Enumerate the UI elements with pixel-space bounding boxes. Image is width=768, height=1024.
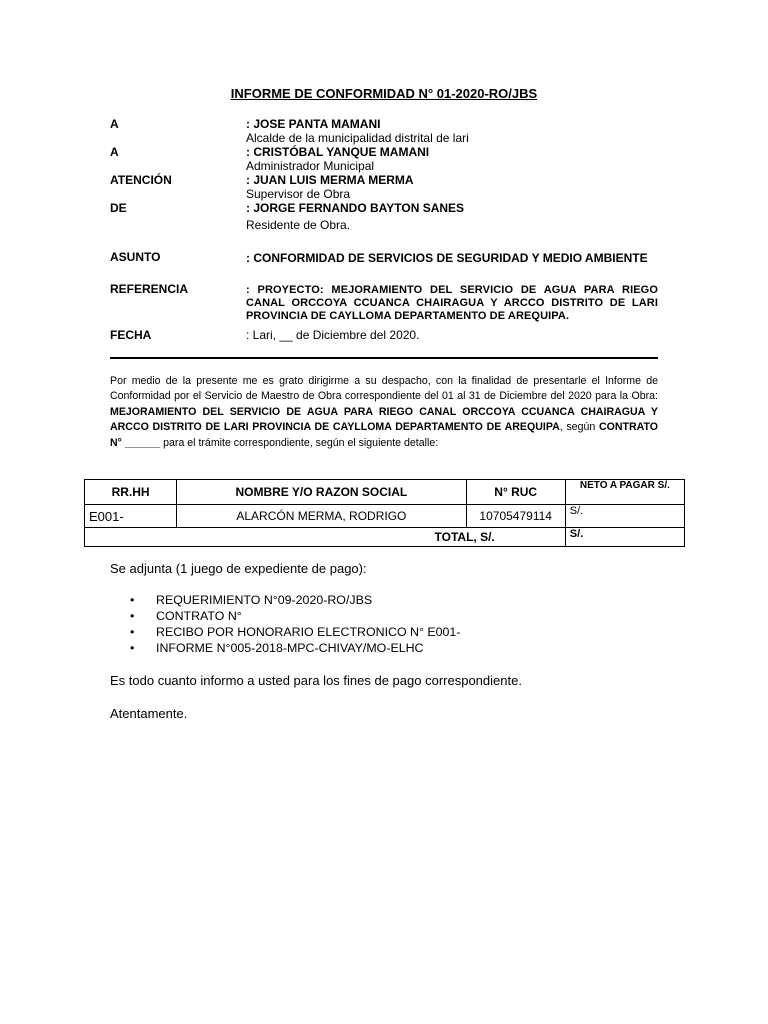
table-header-nombre: NOMBRE Y/O RAZON SOCIAL: [177, 480, 466, 505]
paragraph-text: , según: [559, 421, 599, 434]
table-cell-ruc: 10705479114: [466, 505, 565, 528]
header-name: : CRISTÓBAL YANQUE MAMANI: [246, 145, 430, 159]
list-item-label: INFORME N°005-2018-MPC-CHIVAY/MO-ELHC: [156, 641, 424, 655]
table-header-ruc: N° RUC: [466, 480, 565, 505]
asunto-value: : CONFORMIDAD DE SERVICIOS DE SEGURIDAD Y MEDIO AMBIENTE: [246, 251, 648, 265]
header-sub: Administrador Municipal: [246, 159, 375, 173]
fecha-key: FECHA: [110, 328, 152, 342]
bullet-icon: •: [130, 593, 135, 607]
header-sub: Alcalde de la municipalidad distrital de lari: [246, 131, 469, 145]
referencia-key: REFERENCIA: [110, 282, 189, 296]
list-item: [130, 592, 460, 608]
bullet-icon: •: [130, 641, 135, 655]
table-row: [85, 505, 685, 528]
header-value: [246, 145, 658, 173]
header-value: [246, 117, 658, 145]
header-sub: Residente de Obra.: [246, 218, 351, 232]
header-key: A: [110, 117, 119, 131]
paragraph-contract: CONTRATO N° ______: [110, 421, 658, 449]
table-total-row: [85, 528, 685, 547]
table-total-label: TOTAL, S/.: [85, 528, 566, 547]
signoff-text: Atentamente.: [110, 706, 188, 721]
table-header-row: [85, 480, 685, 505]
list-item-label: REQUERIMIENTO N°09-2020-RO/JBS: [156, 593, 373, 607]
list-item-label: CONTRATO N°: [156, 609, 242, 623]
list-item: [130, 608, 460, 624]
header-value: [246, 201, 658, 232]
list-item: [130, 640, 460, 656]
table-header-neto: NETO A PAGAR S/.: [565, 480, 684, 505]
header-key: A: [110, 145, 119, 159]
adjunta-text: Se adjunta (1 juego de expediente de pago):: [110, 561, 367, 576]
body-paragraph: [110, 374, 658, 451]
closing-text: Es todo cuanto informo a usted para los fines de pago correspondiente.: [110, 673, 522, 688]
header-sub: Supervisor de Obra: [246, 187, 351, 201]
asunto-key: ASUNTO: [110, 250, 161, 264]
fecha-value: : Lari, __ de Diciembre del 2020.: [246, 328, 420, 342]
paragraph-project: MEJORAMIENTO DEL SERVICIO DE AGUA PARA RIEGO CANAL ORCCOYA CCUANCA CHAIRAGUA Y ARCCO DISTRITO DE LARI PROVINCIA DE CAYLLOMA DEPARTAMENTO DE AREQUIPA: [110, 405, 658, 434]
header-key: DE: [110, 201, 127, 215]
header-value: [246, 173, 658, 201]
table-cell-rrhh: E001-: [85, 505, 177, 528]
paragraph-text: para el trámite correspondiente, según el siguiente detalle:: [160, 436, 439, 449]
header-name: : JORGE FERNANDO BAYTON SANES: [246, 201, 465, 215]
header-key: ATENCIÓN: [110, 173, 172, 187]
header-name: : JOSE PANTA MAMANI: [246, 117, 381, 131]
table-header-rrhh: RR.HH: [85, 480, 177, 505]
attachments-list: [110, 592, 460, 656]
list-item: [130, 624, 461, 640]
referencia-value: : PROYECTO: MEJORAMIENTO DEL SERVICIO DE AGUA PARA RIEGO CANAL ORCCOYA CCUANCA CHAIRAGUA Y ARCCO DISTRITO DE LARI PROVINCIA DE CAYLLOMA DEPARTAMENTO DE AREQUIPA.: [246, 284, 658, 322]
table-total-value: S/.: [565, 528, 684, 547]
bullet-icon: •: [130, 609, 135, 623]
divider-line: [110, 357, 658, 359]
payment-table: [84, 479, 685, 547]
bullet-icon: •: [130, 625, 135, 639]
header-name: : JUAN LUIS MERMA MERMA: [246, 173, 414, 187]
paragraph-text: Por medio de la presente me es grato dirigirme a su despacho, con la finalidad de presentarle el Informe de Conformidad por el Servicio de Maestro de Obra correspondiente del 01 al 31 de Diciembre del 2020 para la Obra:: [110, 375, 658, 403]
document-title: INFORME DE CONFORMIDAD N° 01-2020-RO/JBS: [230, 86, 538, 101]
table-cell-nombre: ALARCÓN MERMA, RODRIGO: [177, 505, 466, 528]
list-item-label: RECIBO POR HONORARIO ELECTRONICO N° E001-: [156, 625, 461, 639]
table-cell-neto: S/.: [565, 505, 684, 528]
